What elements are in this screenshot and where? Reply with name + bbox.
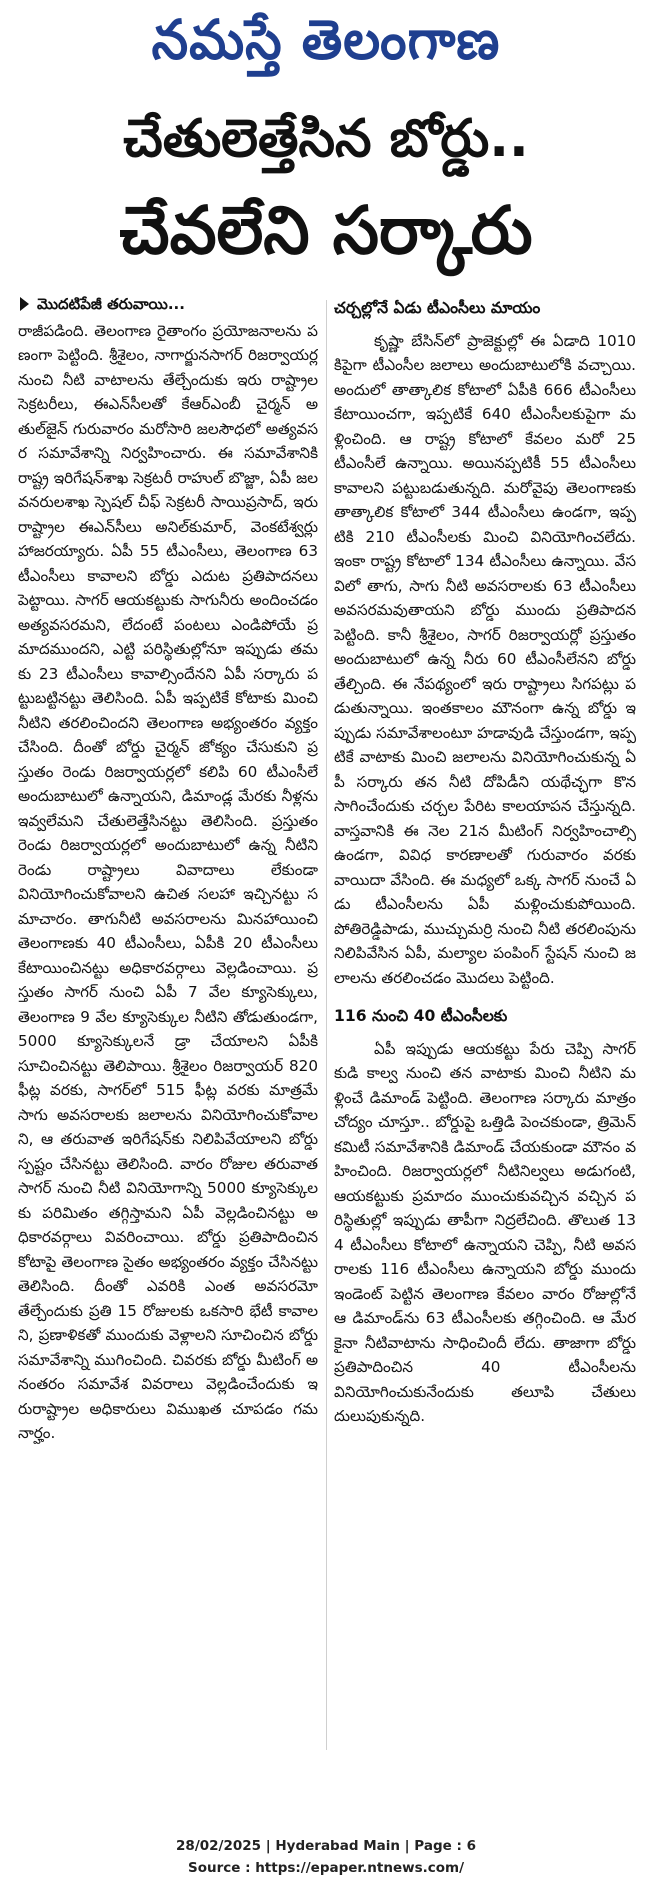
masthead-title: నమస్తే తెలంగాణ	[151, 9, 501, 73]
footer-dateline: 28/02/2025 | Hyderabad Main | Page : 6	[176, 1838, 476, 1854]
headline-line-2: చేవలేని సర్కారు	[119, 192, 533, 269]
continuation-arrow-icon	[20, 297, 29, 311]
right-paragraph-1: కృష్ణా బేసిన్‌లో ప్రాజెక్టుల్లో ఈ ఏడాది 1010కిపైగా టీఎంసీల జలాలు అందుబాటులోకి వచ్చాయి. అందులో తాత్కాలిక కోటాలో ఏపీకి 666 టీఎంసీలు కేటాయించగా, ఇప్పటికే 640 టీఎంసీలకుపైగా మళ్లించింది. ఆ రాష్ట్ర కోటాలో కేవలం మరో 25 టీఎంసీలే ఉన్నాయి. అయినప్పటికీ 55 టీఎంసీలు కావాలని పట్టుబడుతున్నది. మరోవైపు తెలంగాణకు తాత్కాలిక కోటాలో 344 టీఎంసీలు ఉండగా, ఇప్పటికి 210 టీఎంసీలకు మించి వినియోగించలేదు. ఇంకా రాష్ట్ర కోటాలో 134 టీఎంసీలు ఉన్నాయి. వేసవిలో తాగు, సాగు నీటి అవసరాలకు 63 టీఎంసీలు అవసరమవుతాయని బోర్డు ముందు ప్రతిపాదన పెట్టింది. కానీ శ్రీశైలం, సాగర్ రిజర్వాయర్లో ప్రస్తుతం అందుబాటులో ఉన్న నీరు 60 టీఎంసీలేనని బోర్డు తేల్చింది. ఈ నేపథ్యంలో ఇరు రాష్ట్రాలు సిగపట్లు పడుతున్నాయి. ఇంతకాలం మౌనంగా ఉన్న బోర్డు ఇప్పుడు సమావేశాలంటూ హడావుడి చేస్తుండగా, ఇప్పటికే వాటాకు మించి జలాలను వినియోగించుకున్న ఏపీ సర్కారు తన నీటి దోపిడీని యథేచ్ఛగా కొనసాగించేందుకు చర్చల పేరిట కాలయాపన చేస్తున్నది. వాస్తవానికి ఈ నెల 21న మీటింగ్ నిర్వహించాల్సి ఉండగా, వివిధ కారణాలతో గురువారం వరకు వాయిదా వేసింది. ఈ మధ్యలో ఒక్క సాగర్ నుంచే ఏడు టీఎంసీలను ఏపీ మళ్లించుకుపోయింది. పోతిరెడ్డిపాడు, ముచ్చుమర్రి నుంచి నీటి తరలింపును నిలిపివేసిన ఏపీ, మల్యాల పంపింగ్ స్టేషన్ నుంచి జలాలను తరలించడం మొదలు పెట్టింది.	[334, 331, 636, 987]
article-left-column	[18, 292, 318, 1446]
left-paragraph: రాజీపడింది. తెలంగాణ రైతాంగం ప్రయోజనాలను పణంగా పెట్టింది. శ్రీశైలం, నాగార్జునసాగర్ రిజర్వాయర్ల నుంచి నీటి వాటాలను తేల్చేందుకు ఇరు రాష్ట్రాల సెక్రటరీలు, ఈఎన్‌సీలతో కేఆర్‌ఎంబీ చైర్మన్ అతుల్‌జైన్ గురువారం మరోసారి జలసౌధలో అత్యవసర సమావేశాన్ని నిర్వహించారు. ఈ సమావేశానికి రాష్ట్ర ఇరిగేషన్‌శాఖ సెక్రటరీ రాహుల్ బొజ్జా, ఏపీ జలవనరులశాఖ స్పెషల్ చీఫ్ సెక్రటరీ సాయిప్రసాద్, ఇరు రాష్ట్రాల ఈఎన్‌సీలు అనిల్‌కుమార్, వెంకటేశ్వర్లు హాజరయ్యారు. ఏపీ 55 టీఎంసీలు, తెలంగాణ 63 టీఎంసీలు కావాలని బోర్డు ఎదుట ప్రతిపాదనలు పెట్టాయి. సాగర్ ఆయకట్టుకు సాగునీరు అందించడం అత్యవసరమని, లేదంటే పంటలు ఎండిపోయే ప్రమాదముందని, ఎట్టి పరిస్థితుల్లోనూ ఇప్పుడు తమకు 23 టీఎంసీలు కావాల్సిందేనని ఏపీ సర్కారు పట్టుబట్టినట్టు తెలిసింది. ఏపీ ఇప్పటికే కోటాకు మించి నీటిని తరలించిందని తెలంగాణ అభ్యంతరం వ్యక్తం చేసింది. దీంతో బోర్డు చైర్మన్ జోక్యం చేసుకుని ప్రస్తుతం రెండు రిజర్వాయర్లలో కలిపి 60 టీఎంసీలే అందుబాటులో ఉన్నాయని, డిమాండ్ల మేరకు నీళ్లను ఇవ్వలేమని చేతులెత్తేసినట్టు తెలిసింది. ప్రస్తుతం రెండు రిజర్వాయర్లలో అందుబాటులో ఉన్న నీటిని రెండు రాష్ట్రాలు వివాదాలు లేకుండా వినియోగించుకోవాలని ఉచిత సలహా ఇచ్చినట్టు సమాచారం. తాగునీటి అవసరాలను మినహాయించి తెలంగాణకు 40 టీఎంసీలు, ఏపీకి 20 టీఎంసీలు కేటాయించినట్టు అధికారవర్గాలు వెల్లడించాయి. ప్రస్తుతం సాగర్ నుంచి ఏపీ 7 వేల క్యూసెక్కులు, తెలంగాణ 9 వేల క్యూసెక్కుల నీటిని తోడుతుండగా, 5000 క్యూసెక్కులనే డ్రా చేయాలని ఏపీకి సూచించినట్టు తెలిపాయి. శ్రీశైలం రిజర్వాయర్ 820 ఫీట్ల వరకు, సాగర్‌లో 515 ఫీట్ల వరకు మాత్రమే సాగు అవసరాలకు జలాలను వినియోగించుకోవాలని, ఆ తరువాత ఇరిగేషన్‌కు నిలిపివేయాలని బోర్డు స్పష్టం చేసినట్టు తెలిసింది. వారం రోజుల తరువాత సాగర్ నుంచి నీటి వినియోగాన్ని 5000 క్యూసెక్కులకు పరిమితం తగ్గిస్తామని ఏపీ వెల్లడించినట్టు అధికారవర్గాలు వివరించాయి. బోర్డు ప్రతిపాదించిన కోటాపై తెలంగాణ సైతం అభ్యంతరం వ్యక్తం చేసినట్టు తెలిసింది. దీంతో ఎవరికి ఎంత అవసరమో తేల్చేందుకు ప్రతి 15 రోజులకు ఒకసారి భేటీ కావాలని, ప్రణాళికతో ముందుకు వెళ్లాలని సూచించిన బోర్డు సమావేశాన్ని ముగించింది. చివరకు బోర్డు మీటింగ్ అనంతరం సమావేశ వివరాలు వెల్లడించేందుకు ఇరురాష్ట్రాల అధికారులు విముఖత చూపడం గమనార్హం.	[18, 321, 318, 1442]
headline-line-1: చేతులెత్తేసిన బోర్డు..	[123, 109, 529, 169]
continued-label: మొదటిపేజీ తరువాయి...	[37, 295, 185, 313]
subheading-seven-tmc: చర్చల్లోనే ఏడు టీఎంసీలు మాయం	[334, 299, 541, 317]
column-divider	[326, 300, 327, 1750]
footer-source: Source : https://epaper.ntnews.com/	[187, 1860, 465, 1876]
subheading-116-to-40: 116 నుంచి 40 టీఎంసీలకు	[334, 1007, 508, 1025]
right-paragraph-2: ఏపీ ఇప్పుడు ఆయకట్టు పేరు చెప్పి సాగర్ కుడి కాల్వ నుంచి తన వాటాకు మించి నీటిని మళ్లించే డిమాండ్ పెట్టింది. తెలంగాణ సర్కారు మాత్రం చోద్యం చూస్తూ.. బోర్డుపై ఒత్తిడి పెంచకుండా, త్రిమెన్ కమిటీ సమావేశానికి డిమాండ్ చేయకుండా మౌనం వహించింది. రిజర్వాయర్లలో నీటినిల్వలు అడుగంటి, ఆయకట్టుకు ప్రమాదం ముంచుకువచ్చిన వచ్చిన పరిస్థితుల్లో ఇప్పుడు తాపీగా నిద్రలేచింది. తొలుత 134 టీఎంసీలు కోటాలో ఉన్నాయని చెప్పి, నీటి అవసరాలకు 116 టీఎంసీలు ఉన్నాయని బోర్డు ముందు ఇండెంట్ పెట్టిన తెలంగాణ కేవలం వారం రోజుల్లోనే ఆ డిమాండ్‌ను 63 టీఎంసీలకు తగ్గించింది. ఆ మేరకైనా నీటివాటాను సాధించిందీ లేదు. తాజాగా బోర్డు ప్రతిపాదించిన 40 టీఎంసీలను వినియోగించుకునేందుకు తలూపి చేతులు దులుపుకున్నది.	[334, 1039, 636, 1425]
continued-from-front-page	[18, 292, 318, 317]
newspaper-masthead	[0, 0, 652, 95]
article-right-column	[334, 292, 636, 1429]
